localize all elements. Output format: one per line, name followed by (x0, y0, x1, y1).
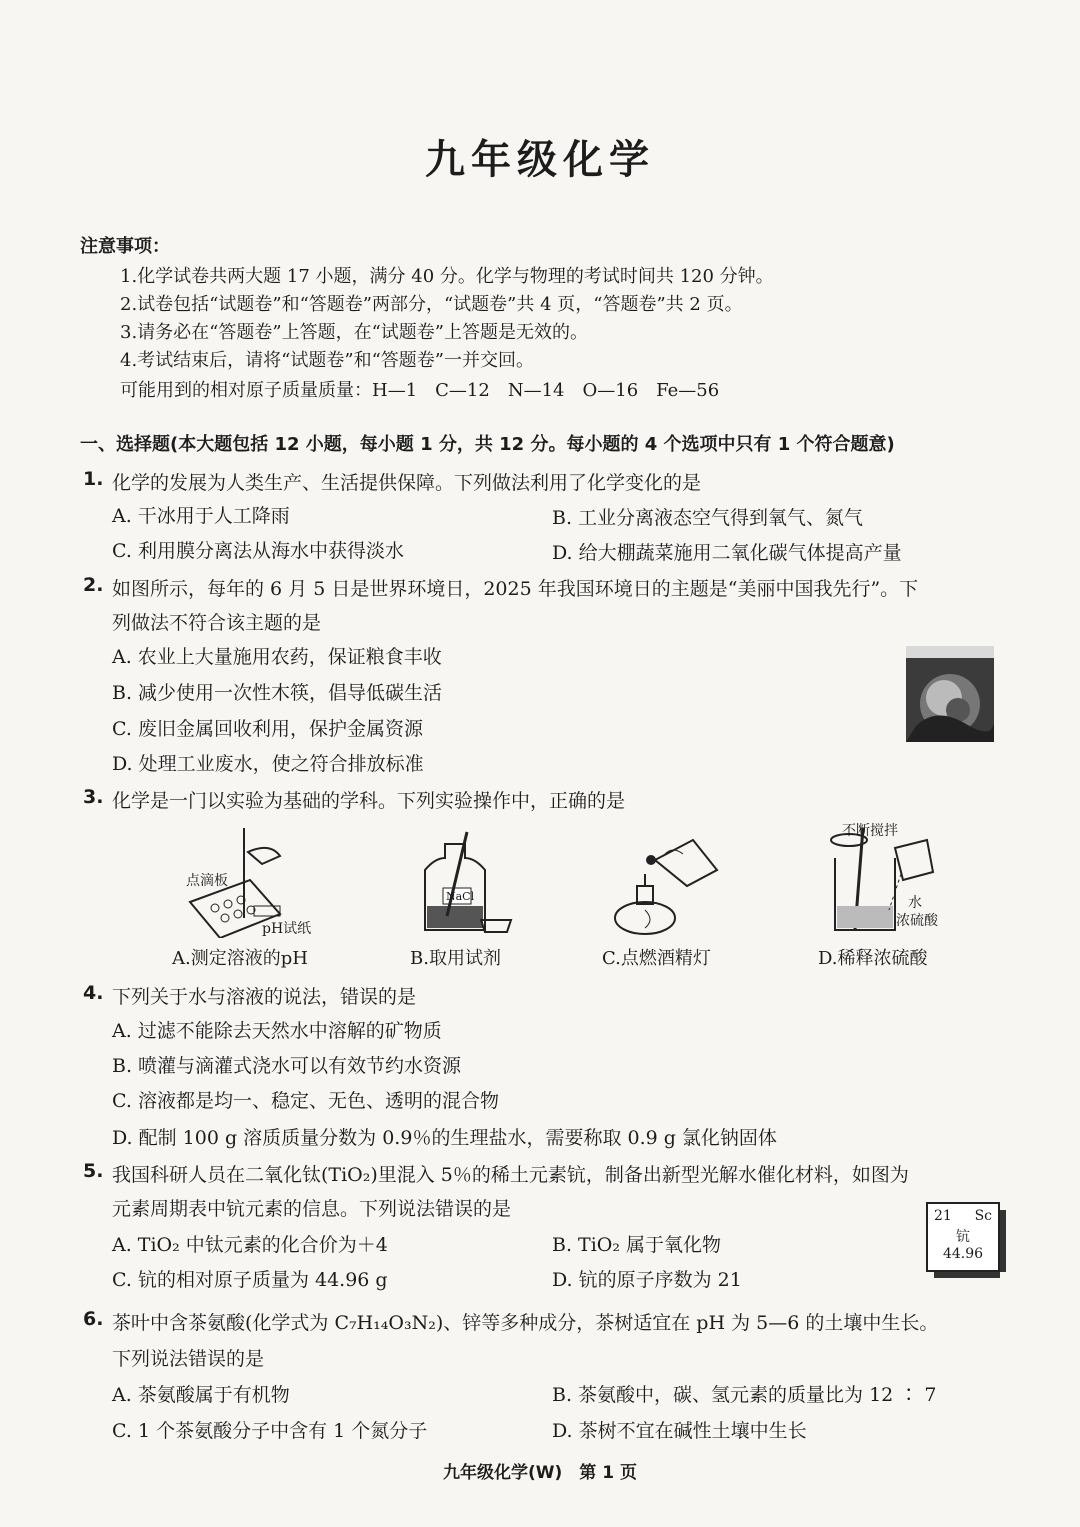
notice-item: 4.考试结束后，请将“试题卷”和“答题卷”一并交回。 (120, 350, 534, 371)
dropper-plate-label: 点滴板 (186, 873, 228, 889)
question-text: 茶叶中含茶氨酸(化学式为 C₇H₁₄O₃N₂)、锌等多种成分，茶树适宜在 pH 为 5—6 的土壤中生长。 (112, 1312, 939, 1334)
option-a: A. 农业上大量施用农药，保证粮食丰收 (112, 646, 442, 668)
option-b: B. TiO₂ 属于氧化物 (552, 1234, 722, 1256)
element-card (926, 1202, 1000, 1272)
notice-heading: 注意事项： (80, 236, 170, 257)
question-text: 下列关于水与溶液的说法，错误的是 (112, 986, 417, 1008)
element-symbol: Sc (974, 1208, 992, 1224)
option-d: D. 茶树不宜在碱性土壤中生长 (552, 1420, 807, 1442)
question-number: 5. (83, 1160, 104, 1182)
ph-paper-label: pH试纸 (262, 921, 312, 937)
option-d: D. 钪的原子序数为 21 (552, 1269, 742, 1291)
option-b: B. 减少使用一次性木筷，倡导低碳生活 (112, 682, 443, 704)
option-a: A. TiO₂ 中钛元素的化合价为＋4 (112, 1234, 388, 1256)
option-c: C. 1 个茶氨酸分子中含有 1 个氮分子 (112, 1420, 428, 1442)
notice-item: 2.试卷包括“试题卷”和“答题卷”两部分，“试题卷”共 4 页，“答题卷”共 2 页。 (120, 294, 743, 315)
option-b: B. 工业分离液态空气得到氧气、氮气 (552, 507, 864, 529)
question-number: 2. (83, 574, 104, 596)
question-text: 下列说法错误的是 (112, 1348, 265, 1370)
option-d: D. 配制 100 g 溶质质量分数为 0.9％的生理盐水，需要称取 0.9 g 氯化钠固体 (112, 1127, 777, 1149)
page-footer: 九年级化学(W) 第 1 页 (443, 1463, 637, 1483)
atomic-mass-line: 可能用到的相对原子质量质量：H—1 C—12 N—14 O—16 Fe—56 (120, 380, 720, 401)
question-text: 元素周期表中钪元素的信息。下列说法错误的是 (112, 1198, 512, 1220)
question-number: 6. (83, 1308, 104, 1330)
option-d: D. 给大棚蔬菜施用二氧化碳气体提高产量 (552, 542, 902, 564)
caption-c: C.点燃酒精灯 (602, 948, 711, 969)
page-title: 九年级化学 (425, 137, 655, 183)
option-a: A. 干冰用于人工降雨 (112, 505, 290, 527)
alcohol-lamp-figure (605, 830, 725, 940)
element-card-shadow (934, 1272, 1000, 1278)
question-number: 1. (83, 468, 104, 490)
nacl-label: NaCl (446, 890, 475, 903)
notice-item: 3.请务必在“答题卷”上答题，在“试题卷”上答题是无效的。 (120, 322, 588, 343)
option-d: D. 处理工业废水，使之符合排放标准 (112, 753, 424, 775)
question-text: 化学的发展为人类生产、生活提供保障。下列做法利用了化学变化的是 (112, 472, 702, 494)
caption-a: A.测定溶液的pH (172, 948, 308, 969)
question-number: 4. (83, 982, 104, 1004)
option-c: C. 废旧金属回收利用，保护金属资源 (112, 718, 423, 740)
option-a: A. 过滤不能除去天然水中溶解的矿物质 (112, 1020, 442, 1042)
caption-d: D.稀释浓硫酸 (818, 948, 928, 969)
stir-label: 不断搅拌 (842, 823, 898, 839)
notice-item: 1.化学试卷共两大题 17 小题，满分 40 分。化学与物理的考试时间共 120 分钟。 (120, 266, 774, 287)
option-c: C. 钪的相对原子质量为 44.96 g (112, 1269, 388, 1291)
option-c: C. 溶液都是均一、稳定、无色、透明的混合物 (112, 1090, 499, 1112)
element-name: 钪 (956, 1229, 970, 1245)
atomic-mass: 44.96 (942, 1246, 984, 1262)
option-a: A. 茶氨酸属于有机物 (112, 1384, 290, 1406)
element-card-shadow (1000, 1210, 1006, 1272)
caption-b: B.取用试剂 (410, 948, 501, 969)
acid-label: 浓硫酸 (896, 913, 938, 929)
atomic-number: 21 (934, 1208, 952, 1224)
question-number: 3. (83, 786, 104, 808)
question-text: 列做法不符合该主题的是 (112, 612, 322, 634)
question-text: 我国科研人员在二氧化钛(TiO₂)里混入 5％的稀土元素钪，制备出新型光解水催化材料，如图为 (112, 1164, 909, 1186)
section-heading: 一、选择题(本大题包括 12 小题，每小题 1 分，共 12 分。每小题的 4 个选项中只有 1 个符合题意) (80, 434, 895, 455)
question-text: 如图所示，每年的 6 月 5 日是世界环境日，2025 年我国环境日的主题是“美丽中国我先行”。下 (112, 578, 919, 600)
reagent-bottle-figure (415, 830, 525, 940)
option-b: B. 喷灌与滴灌式浇水可以有效节约水资源 (112, 1055, 462, 1077)
option-c: C. 利用膜分离法从海水中获得淡水 (112, 540, 404, 562)
option-b: B. 茶氨酸中，碳、氢元素的质量比为 12 ∶ 7 (552, 1384, 937, 1406)
question-text: 化学是一门以实验为基础的学科。下列实验操作中，正确的是 (112, 790, 626, 812)
environment-day-photo (906, 646, 994, 742)
water-label: 水 (908, 895, 922, 911)
